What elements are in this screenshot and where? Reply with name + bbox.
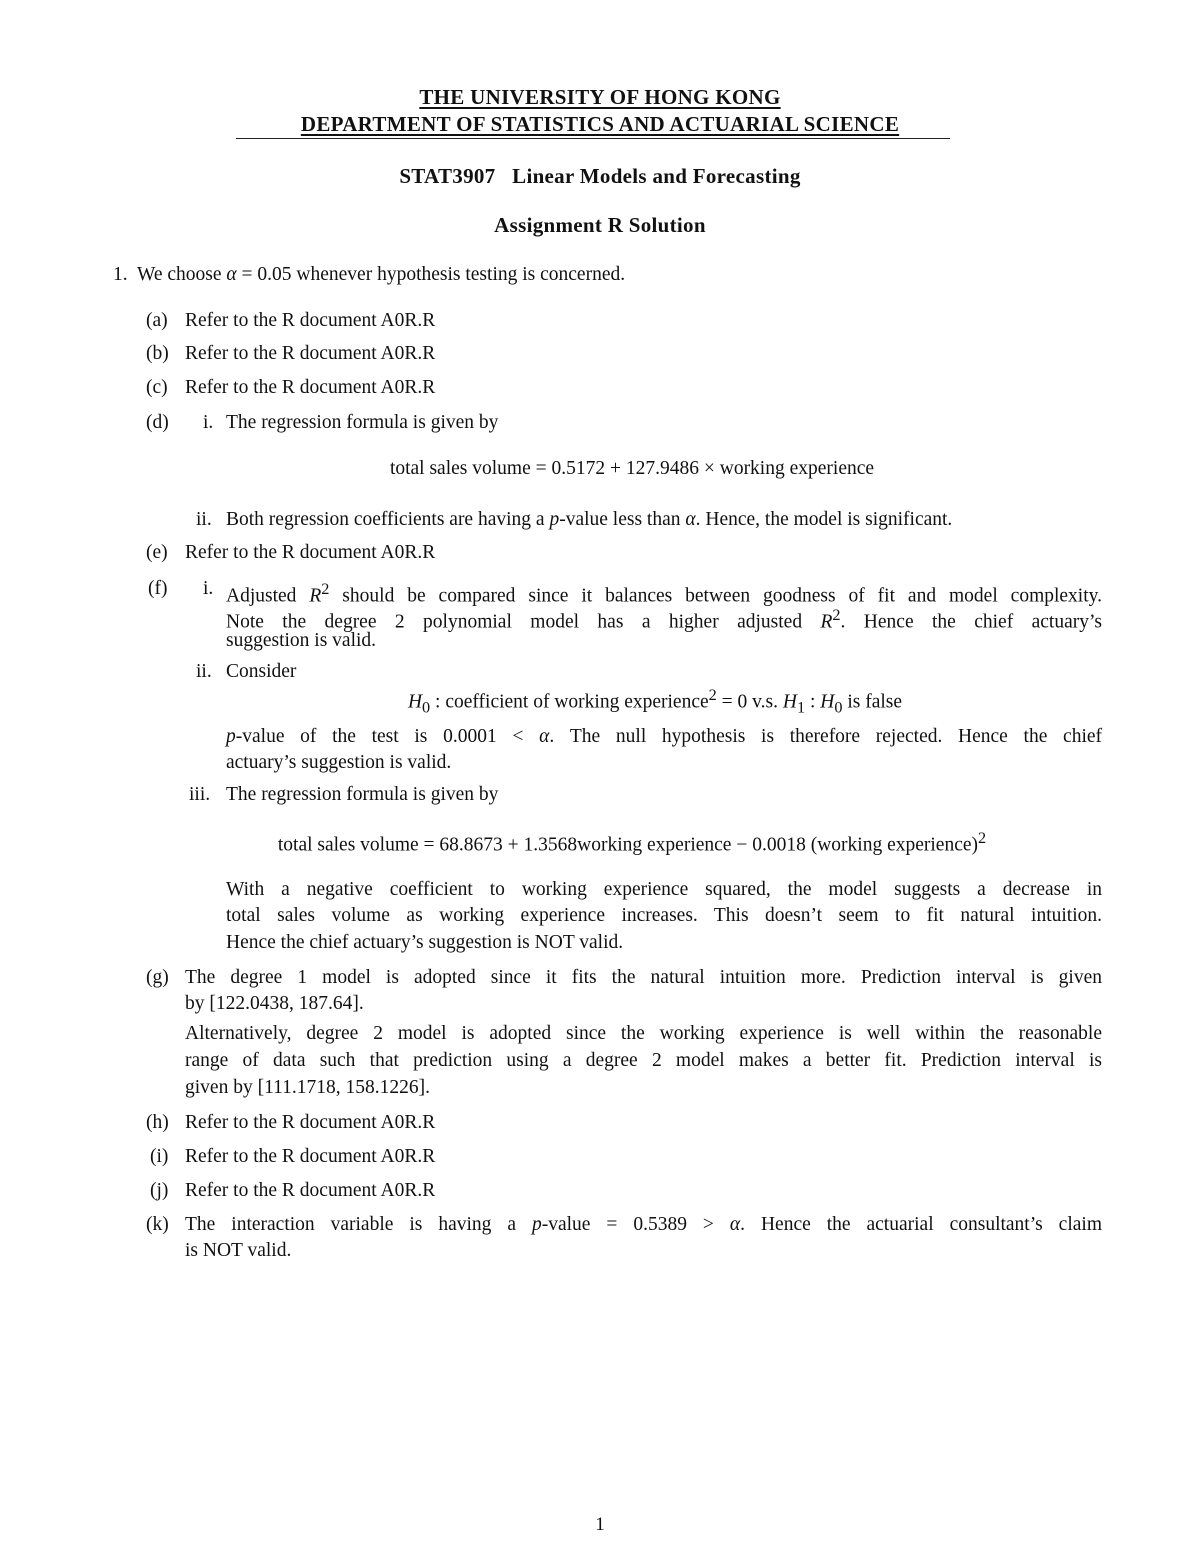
course-title bbox=[0, 164, 1200, 189]
part-i-label: (i) bbox=[150, 1146, 169, 1167]
part-i-text: Refer to the R document A0R.R bbox=[185, 1146, 436, 1167]
part-g-line1: The degree 1 model is adopted since it fits the natural intuition more. Prediction interval is given bbox=[185, 967, 1102, 988]
assignment-title: Assignment R Solution bbox=[494, 213, 706, 237]
part-g-label: (g) bbox=[146, 967, 169, 988]
part-c-text: Refer to the R document A0R.R bbox=[185, 377, 436, 398]
course-code: STAT3907 bbox=[399, 164, 496, 188]
part-j-text: Refer to the R document A0R.R bbox=[185, 1180, 436, 1201]
part-f-iii-para-line3: Hence the chief actuary’s suggestion is NOT valid. bbox=[226, 932, 624, 953]
part-h-label: (h) bbox=[146, 1112, 169, 1133]
part-f-iii-equation: total sales volume = 68.8673 + 1.3568working experience − 0.0018 (working experience)$^2$ bbox=[277, 829, 987, 856]
part-d-label: (d) bbox=[146, 412, 169, 433]
question-number: 1. bbox=[113, 264, 128, 285]
part-a-label: (a) bbox=[146, 310, 168, 331]
part-k-line2: is NOT valid. bbox=[185, 1240, 292, 1261]
part-j-label: (j) bbox=[150, 1180, 169, 1201]
part-h-text: Refer to the R document A0R.R bbox=[185, 1112, 436, 1133]
course-name: Linear Models and Forecasting bbox=[512, 164, 801, 188]
part-f-iii-para-line1: With a negative coefficient to working experience squared, the model suggests a decrease in bbox=[226, 879, 1102, 900]
part-f-ii-label: ii. bbox=[196, 661, 212, 682]
part-g-line4: range of data such that prediction using a degree 2 model makes a better fit. Prediction interval is bbox=[185, 1050, 1102, 1071]
part-d-ii-text: Both regression coefficients are having a p-value less than α. Hence, the model is significant. bbox=[226, 509, 953, 530]
page-number: 1 bbox=[595, 1514, 605, 1535]
part-f-i-line3: suggestion is valid. bbox=[226, 630, 377, 651]
part-f-ii-line1: p-value of the test is 0.0001 < α. The null hypothesis is therefore rejected. Hence the chief bbox=[226, 726, 1103, 747]
part-f-i-label: i. bbox=[203, 578, 214, 599]
part-g-line3: Alternatively, degree 2 model is adopted since the working experience is well within the reasonable bbox=[185, 1023, 1102, 1044]
question-intro: We choose α = 0.05 whenever hypothesis testing is concerned. bbox=[137, 264, 626, 285]
university-title: THE UNIVERSITY OF HONG KONG bbox=[419, 85, 781, 109]
part-f-i-line2: Note the degree 2 polynomial model has a higher adjusted $R^2$. Hence the chief actuary’s bbox=[226, 606, 1102, 633]
part-c-label: (c) bbox=[146, 377, 168, 398]
part-f-hypothesis: $H_0$ : coefficient of working experience$^2$ = 0 v.s. $H_1$ : $H_0$ is false bbox=[407, 686, 903, 717]
part-k-label: (k) bbox=[146, 1214, 169, 1235]
header-rule bbox=[236, 138, 950, 139]
part-g-line5: given by [111.1718, 158.1226]. bbox=[185, 1077, 430, 1098]
part-f-iii-para-line2: total sales volume as working experience increases. This doesn’t seem to fit natural intuition. bbox=[226, 905, 1102, 926]
part-d-ii-label: ii. bbox=[196, 509, 212, 530]
part-k-line1: The interaction variable is having a p-value = 0.5389 > α. Hence the actuarial consultant’s claim bbox=[185, 1214, 1103, 1235]
part-g-line2: by [122.0438, 187.64]. bbox=[185, 993, 364, 1014]
part-a-text: Refer to the R document A0R.R bbox=[185, 310, 436, 331]
part-f-ii-line2: actuary’s suggestion is valid. bbox=[226, 752, 452, 773]
part-d-i-label: i. bbox=[203, 412, 214, 433]
department-title: DEPARTMENT OF STATISTICS AND ACTUARIAL SCIENCE bbox=[300, 112, 900, 136]
part-f-i-line1: Adjusted $R^2$ should be compared since it balances between goodness of fit and model complexity. bbox=[226, 580, 1103, 607]
part-e-label: (e) bbox=[146, 542, 168, 563]
part-f-label: (f) bbox=[148, 578, 168, 599]
part-e-text: Refer to the R document A0R.R bbox=[185, 542, 436, 563]
part-d-i-text: The regression formula is given by bbox=[226, 412, 499, 433]
part-f-iii-text: The regression formula is given by bbox=[226, 784, 499, 805]
part-b-text: Refer to the R document A0R.R bbox=[185, 343, 436, 364]
part-d-equation: total sales volume = 0.5172 + 127.9486 × working experience bbox=[389, 458, 875, 479]
part-f-iii-label: iii. bbox=[189, 784, 211, 805]
part-b-label: (b) bbox=[146, 343, 169, 364]
part-f-ii-text: Consider bbox=[226, 661, 297, 682]
